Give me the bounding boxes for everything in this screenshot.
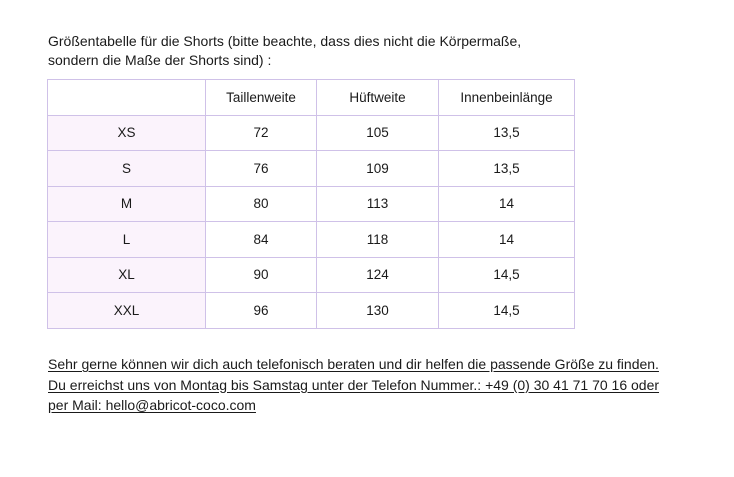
inseam-cell: 14 [439,186,575,222]
intro-line-2: sondern die Maße der Shorts sind) : [48,52,272,68]
header-cell-size [48,80,206,116]
size-cell: XXL [48,293,206,329]
contact-line-3: per Mail: hello@abricot-coco.com [48,397,256,413]
size-cell: XS [48,115,206,151]
waist-cell: 80 [206,186,317,222]
table-row [48,222,575,258]
table-row [48,186,575,222]
table-header-row [48,80,575,116]
waist-cell: 84 [206,222,317,258]
waist-cell: 90 [206,257,317,293]
table-row [48,293,575,329]
table-row [48,257,575,293]
intro-text [48,32,688,70]
contact-note [48,354,728,416]
hip-cell: 118 [317,222,439,258]
inseam-cell: 13,5 [439,115,575,151]
header-cell-hip: Hüftweite [317,80,439,116]
header-cell-inseam: Innenbeinlänge [439,80,575,116]
table-row [48,115,575,151]
hip-cell: 109 [317,151,439,187]
waist-cell: 76 [206,151,317,187]
intro-line-1: Größentabelle für die Shorts (bitte beachte, dass dies nicht die Körpermaße, [48,33,522,49]
inseam-cell: 14 [439,222,575,258]
inseam-cell: 13,5 [439,151,575,187]
contact-line-2: Du erreichst uns von Montag bis Samstag unter der Telefon Nummer.: +49 (0) 30 41 71 70 16 oder [48,376,660,393]
contact-line-1: Sehr gerne können wir dich auch telefonisch beraten und dir helfen die passende Größe zu finden. [48,356,659,372]
waist-cell: 72 [206,115,317,151]
inseam-cell: 14,5 [439,257,575,293]
table-row [48,151,575,187]
size-cell: S [48,151,206,187]
waist-cell: 96 [206,293,317,329]
size-cell: L [48,222,206,258]
hip-cell: 113 [317,186,439,222]
hip-cell: 124 [317,257,439,293]
header-cell-waist: Taillenweite [206,80,317,116]
hip-cell: 105 [317,115,439,151]
size-cell: M [48,186,206,222]
inseam-cell: 14,5 [439,293,575,329]
hip-cell: 130 [317,293,439,329]
size-chart-table [47,79,575,329]
size-cell: XL [48,257,206,293]
